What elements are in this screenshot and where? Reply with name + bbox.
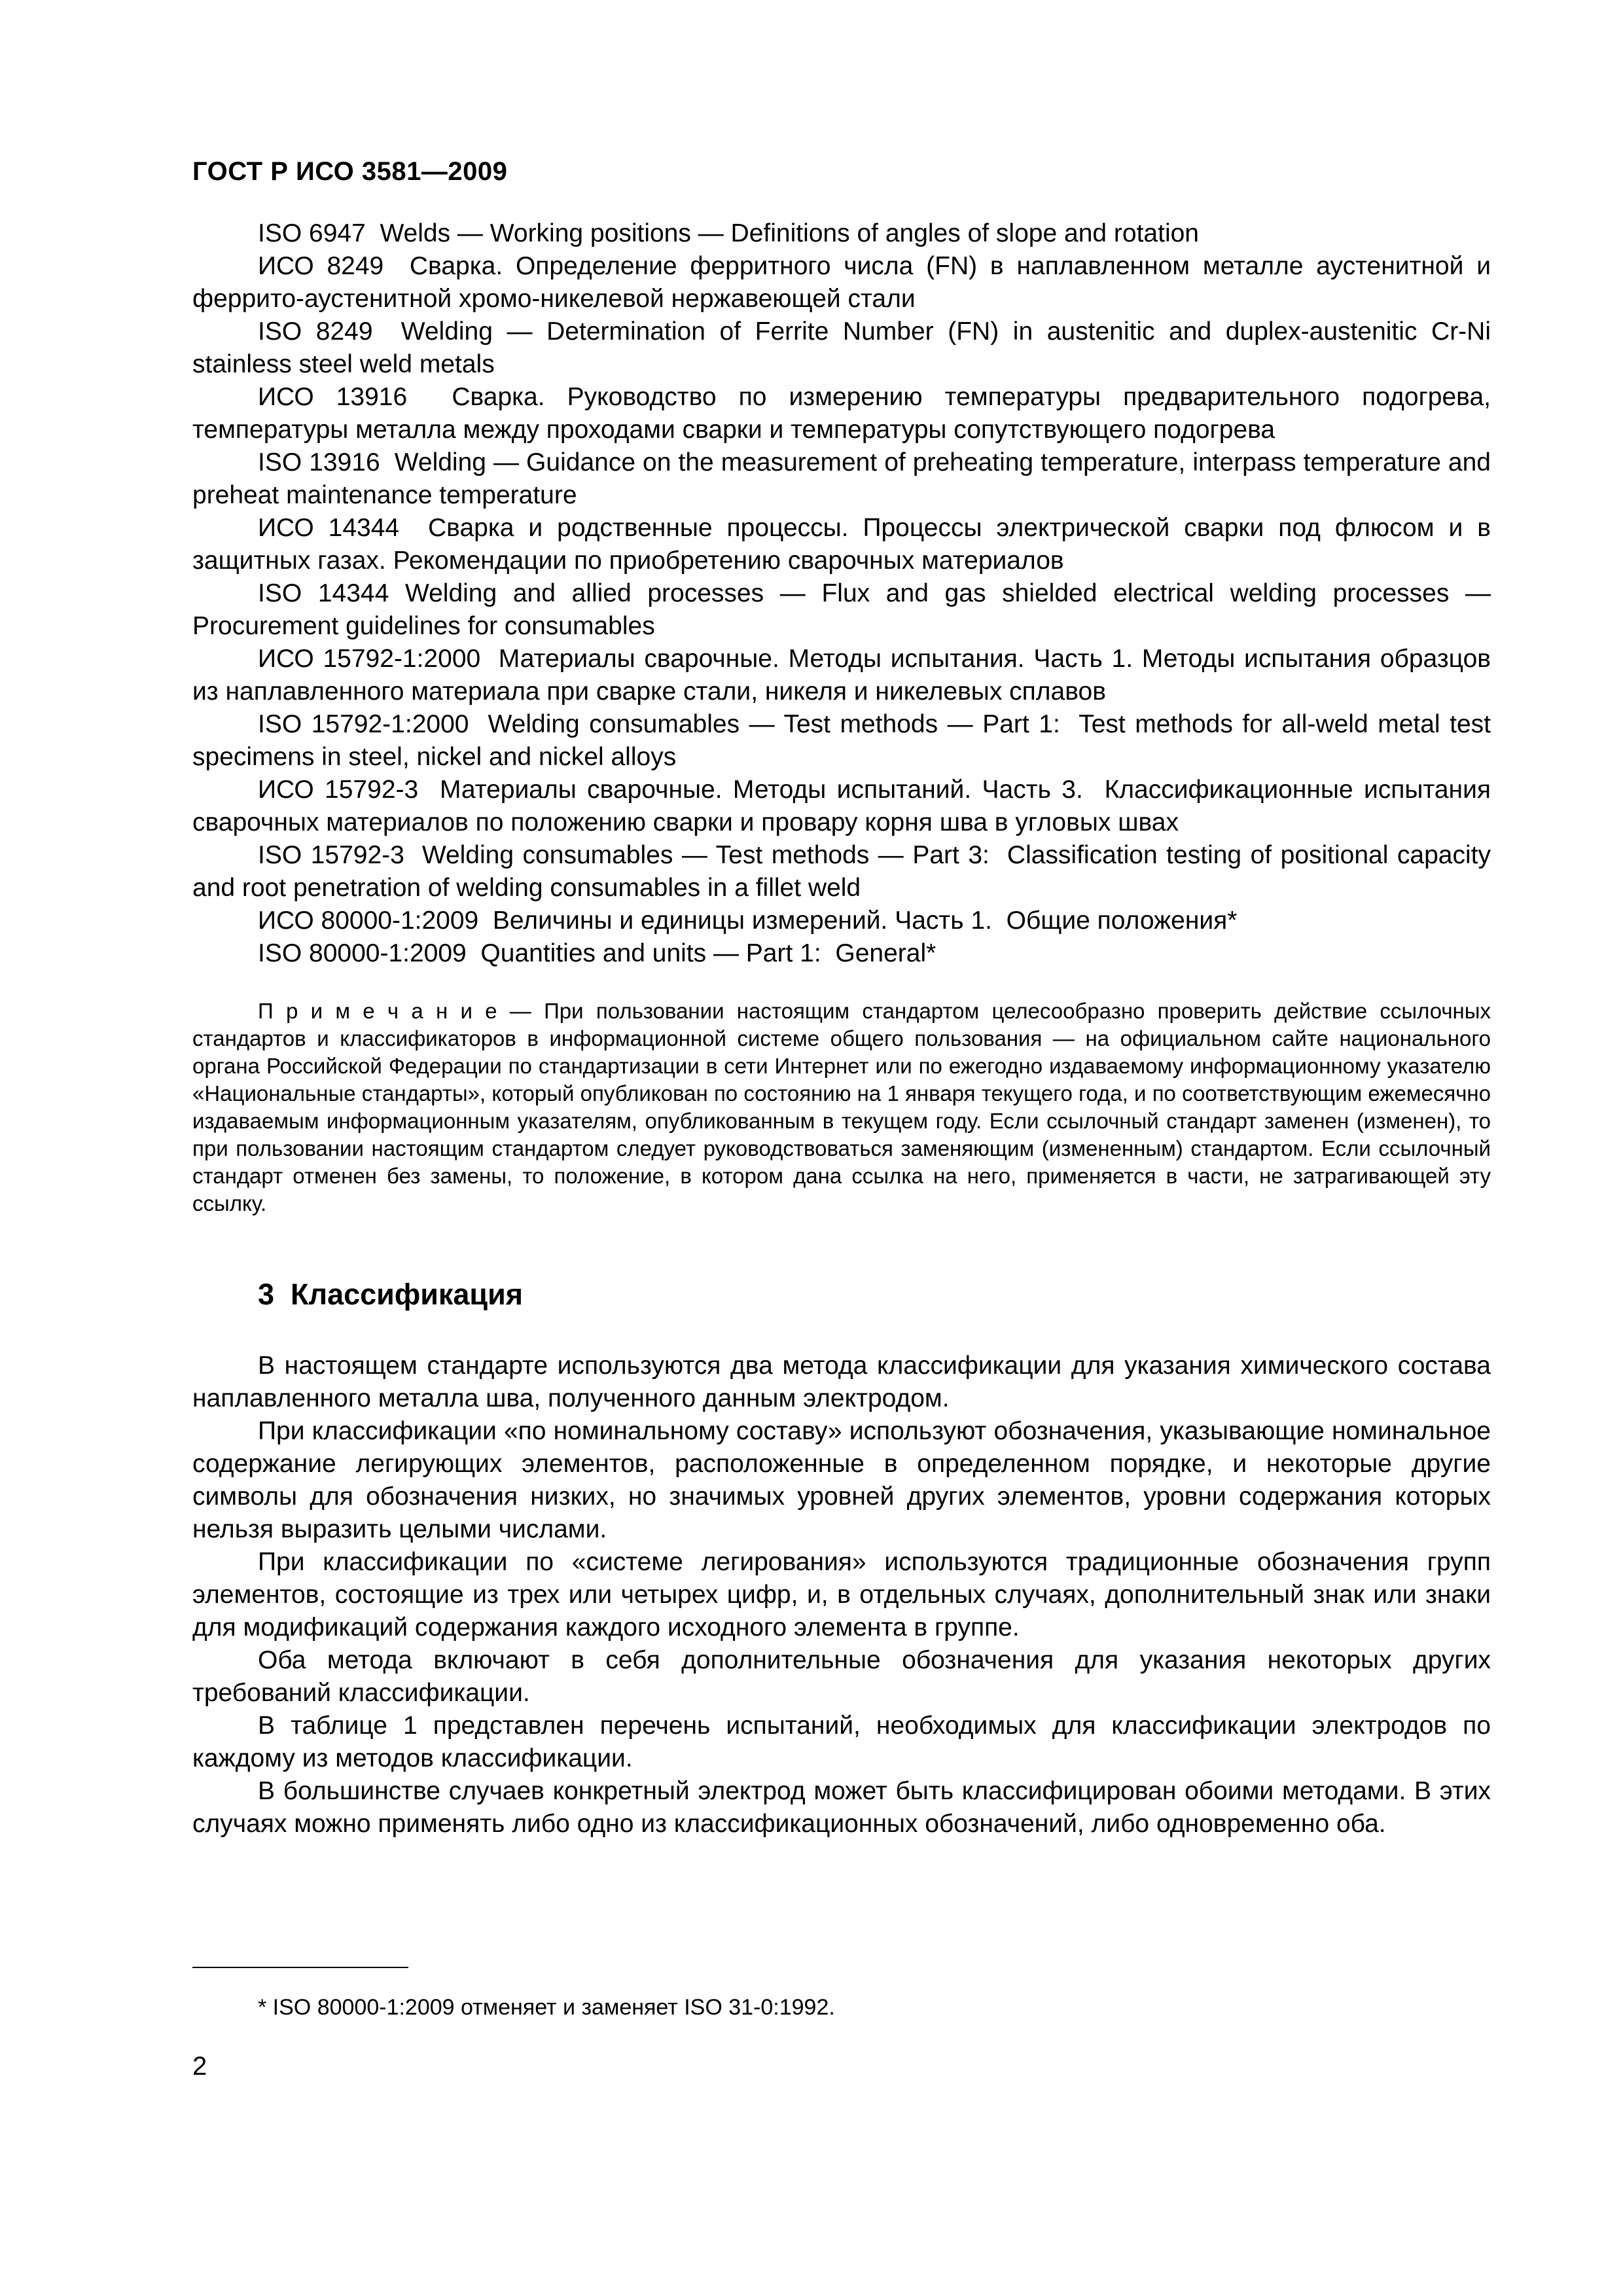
footnote-text: * ISO 80000-1:2009 отменяет и заменяет ISO 31-0:1992. xyxy=(258,1995,835,2020)
section-paragraph: В настоящем стандарте используются два метода классификации для указания химического состава наплавленного металла шва, полученного данным электродом. xyxy=(192,1352,1491,1412)
section-paragraph: Оба метода включают в себя дополнительные обозначения для указания некоторых других требований классификации. xyxy=(192,1646,1491,1707)
page-content xyxy=(192,217,1491,1840)
reference-paragraph: ISO 15792-1:2000 Welding consumables — Test methods — Part 1: Test methods for all-weld metal test specimens in steel, nickel and nickel alloys xyxy=(192,710,1491,771)
reference-paragraph: ИСО 14344 Сварка и родственные процессы. Процессы электрической сварки под флюсом и в защитных газах. Рекомендации по приобретению сварочных материалов xyxy=(192,514,1491,575)
document-header: ГОСТ Р ИСО 3581—2009 xyxy=(192,157,508,186)
section-paragraph: В таблице 1 представлен перечень испытаний, необходимых для классификации электродов по каждому из методов классификации. xyxy=(192,1712,1491,1772)
section-paragraph: При классификации по «системе легирования» используются традиционные обозначения групп элементов, состоящие из трех или четырех цифр, и, в отдельных случаях, дополнительный знак или знаки для модификаций содержания каждого исходного элемента в группе. xyxy=(192,1548,1491,1641)
note-paragraph: П р и м е ч а н и е — При пользовании настоящим стандартом целесообразно проверить действие ссылочных стандартов и классификаторов в информационной системе общего пользования — на официальном сайте национального органа Российской Федерации по стандартизации в сети Интернет или по ежегодно издаваемому информационному указателю «Национальные стандарты», который опубликован по состоянию на 1 января текущего года, и по соответствующим ежемесячно издаваемым информационным указателям, опубликованным в текущем году. Если ссылочный стандарт заменен (изменен), то при пользовании настоящим стандартом следует руководствоваться заменяющим (измененным) стандартом. Если ссылочный стандарт отменен без замены, то положение, в котором дана ссылка на него, применяется в части, не затрагивающей эту ссылку. xyxy=(192,999,1491,1215)
reference-paragraph: ISO 8249 Welding — Determination of Ferrite Number (FN) in austenitic and duplex-austenitic Cr-Ni stainless steel weld metals xyxy=(192,317,1491,378)
section-paragraph: В большинстве случаев конкретный электрод может быть классифицирован обоими методами. В этих случаях можно применять либо одно из классификационных обозначений, либо одновременно оба. xyxy=(192,1777,1491,1838)
footnote-rule xyxy=(192,1967,408,1968)
reference-paragraph: ISO 6947 Welds — Working positions — Definitions of angles of slope and rotation xyxy=(258,219,1199,247)
section-heading: 3 Классификация xyxy=(258,1278,523,1311)
reference-paragraph: ISO 13916 Welding — Guidance on the measurement of preheating temperature, interpass temperature and preheat maintenance temperature xyxy=(192,448,1491,509)
reference-paragraph: ИСО 13916 Сварка. Руководство по измерению температуры предварительного подогрева, температуры металла между проходами сварки и температуры сопутствующего подогрева xyxy=(192,383,1491,444)
reference-paragraph: ISO 80000-1:2009 Quantities and units — Part 1: General* xyxy=(258,939,936,967)
reference-paragraph: ИСО 15792-1:2000 Материалы сварочные. Методы испытания. Часть 1. Методы испытания образцов из наплавленного материала при сварке стали, никеля и никелевых сплавов xyxy=(192,645,1491,706)
reference-paragraph: ISO 15792-3 Welding consumables — Test methods — Part 3: Classification testing of positional capacity and root penetration of welding consumables in a fillet weld xyxy=(192,841,1491,902)
reference-paragraph: ИСО 8249 Сварка. Определение ферритного числа (FN) в наплавленном металле аустенитной и феррито-аустенитной хромо-никелевой нержавеющей стали xyxy=(192,252,1491,313)
page-number: 2 xyxy=(192,2052,207,2081)
reference-paragraph: ИСО 80000-1:2009 Величины и единицы измерений. Часть 1. Общие положения* xyxy=(258,906,1238,935)
reference-paragraph: ИСО 15792-3 Материалы сварочные. Методы испытаний. Часть 3. Классификационные испытания сварочных материалов по положению сварки и провару корня шва в угловых швах xyxy=(192,776,1491,836)
section-paragraph: При классификации «по номинальному составу» используют обозначения, указывающие номинальное содержание легирующих элементов, расположенные в определенном порядке, и некоторые другие символы для обозначения низких, но значимых уровней других элементов, уровни содержания которых нельзя выразить целыми числами. xyxy=(192,1417,1491,1543)
reference-paragraph: ISO 14344 Welding and allied processes — Flux and gas shielded electrical welding processes — Procurement guidelines for consumables xyxy=(192,579,1491,640)
footnote-area xyxy=(192,1967,1491,2022)
